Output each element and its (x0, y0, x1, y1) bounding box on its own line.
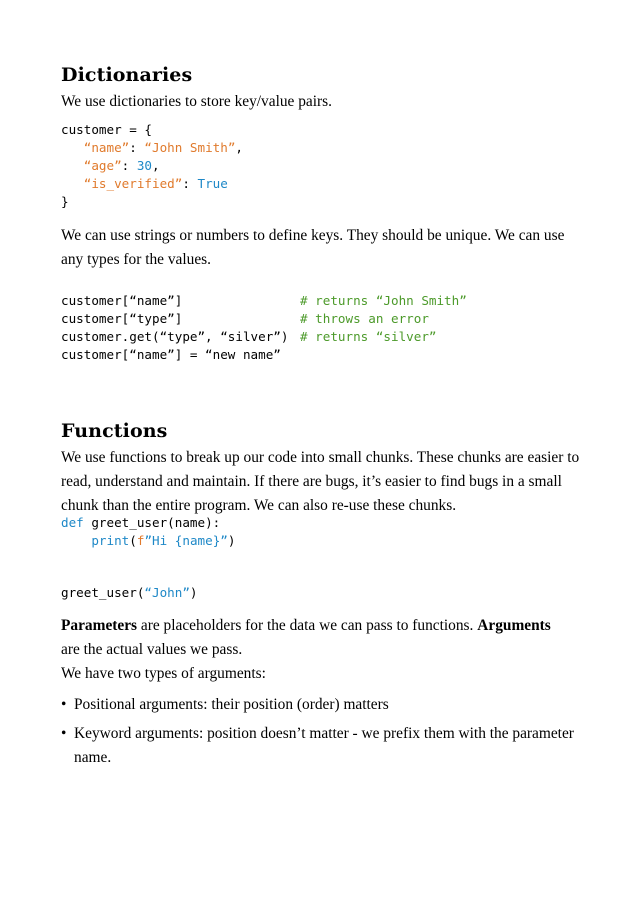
code-comment: # returns “John Smith” (300, 293, 467, 308)
dictionaries-note: We can use strings or numbers to define keys. They should be unique. We can use any types for the values. (61, 227, 565, 268)
code-line: “name”: “John Smith”, (83, 140, 244, 155)
code-line: customer = { (61, 122, 152, 137)
code-line: def greet_user(name): (61, 515, 221, 530)
code-line: } (61, 194, 69, 209)
code-line: customer[“name”] = “new name” (61, 347, 281, 362)
code-line: greet_user(“John”) (61, 585, 198, 600)
bullet-icon: • (61, 696, 67, 713)
dictionaries-heading: Dictionaries (61, 64, 193, 86)
code-line: “is_verified”: True (83, 176, 228, 191)
params-args-paragraph: Parameters are placeholders for the data we can pass to functions. Arguments are the actual values we pass. (61, 617, 551, 658)
dict-access-code-block (61, 292, 467, 412)
code-line: customer[“type”] (61, 311, 183, 326)
code-comment: # throws an error (300, 311, 429, 326)
func-code-block (61, 514, 236, 600)
code-line: customer.get(“type”, “silver”) (61, 329, 289, 344)
functions-intro: We use functions to break up our code into small chunks. These chunks are easier to read, understand and maintain. If there are bugs, it’s easier to find bugs in a small chunk than the entire program. We can also re-use these chunks. (61, 449, 580, 514)
types-intro: We have two types of arguments: (61, 665, 266, 682)
dict-code-block (61, 121, 244, 211)
bullet-icon: • (61, 725, 67, 742)
code-comment: # returns “silver” (300, 329, 437, 344)
dictionaries-intro: We use dictionaries to store key/value pairs. (61, 93, 333, 110)
code-line: “age”: 30, (83, 158, 160, 173)
code-line: customer[“name”] (61, 293, 183, 308)
code-line: print(f”Hi {name}”) (91, 533, 236, 548)
functions-heading: Functions (61, 420, 168, 442)
